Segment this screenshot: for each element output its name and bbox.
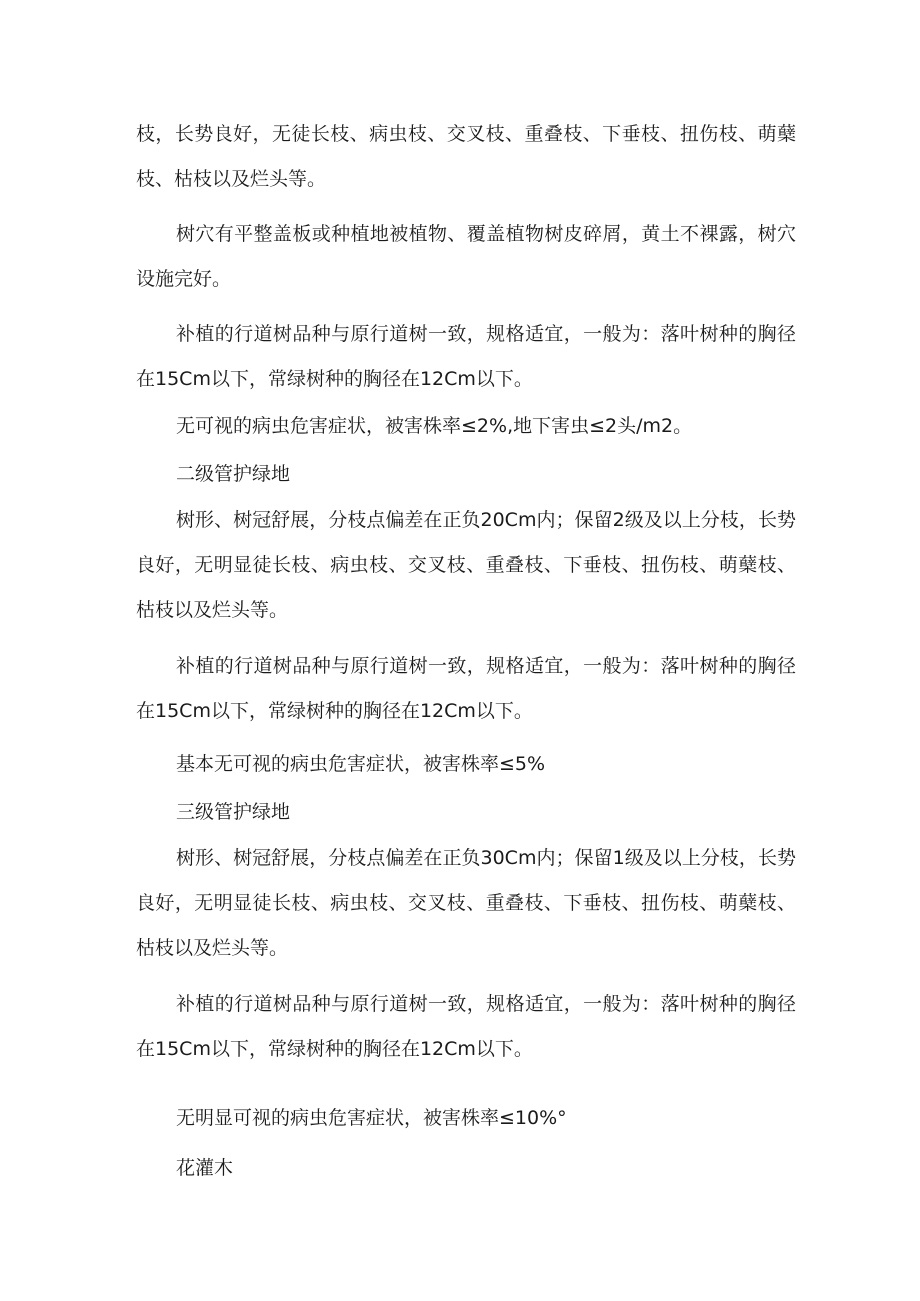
section-heading-level-2: 二级管护绿地	[176, 463, 291, 485]
paragraph-3: 补植的行道树品种与原行道树一致，规格适宜，一般为：落叶树种的胸径在15Cm以下，常绿树种的胸径在12Cm以下。	[136, 323, 796, 390]
paragraph-8: 基本无可视的病虫危害症状，被害株率≤5%	[176, 753, 546, 775]
paragraph-11: 补植的行道树品种与原行道树一致，规格适宜，一般为：落叶树种的胸径在15Cm以下，常绿树种的胸径在12Cm以下。	[136, 993, 796, 1060]
section-heading-level-3: 三级管护绿地	[176, 801, 291, 823]
paragraph-7: 补植的行道树品种与原行道树一致，规格适宜，一般为：落叶树种的胸径在15Cm以下，常绿树种的胸径在12Cm以下。	[136, 655, 796, 722]
paragraph-6: 树形、树冠舒展，分枝点偏差在正负20Cm内；保留2级及以上分枝，长势良好，无明显徒长枝、病虫枝、交叉枝、重叠枝、下垂枝、扭伤枝、萌蘖枝、枯枝以及烂头等。	[136, 509, 796, 621]
paragraph-1: 枝，长势良好，无徒长枝、病虫枝、交叉枝、重叠枝、下垂枝、扭伤枝、萌蘖枝、枯枝以及烂头等。	[136, 123, 796, 190]
paragraph-12: 无明显可视的病虫危害症状，被害株率≤10%°	[176, 1107, 567, 1129]
paragraph-4: 无可视的病虫危害症状，被害株率≤2%,地下害虫≤2头/m2。	[176, 415, 693, 437]
paragraph-10: 树形、树冠舒展，分枝点偏差在正负30Cm内；保留1级及以上分枝，长势良好，无明显徒长枝、病虫枝、交叉枝、重叠枝、下垂枝、扭伤枝、萌蘖枝、枯枝以及烂头等。	[136, 847, 796, 959]
paragraph-2: 树穴有平整盖板或种植地被植物、覆盖植物树皮碎屑，黄土不裸露，树穴设施完好。	[136, 223, 796, 290]
section-heading-shrubs: 花灌木	[176, 1157, 234, 1179]
